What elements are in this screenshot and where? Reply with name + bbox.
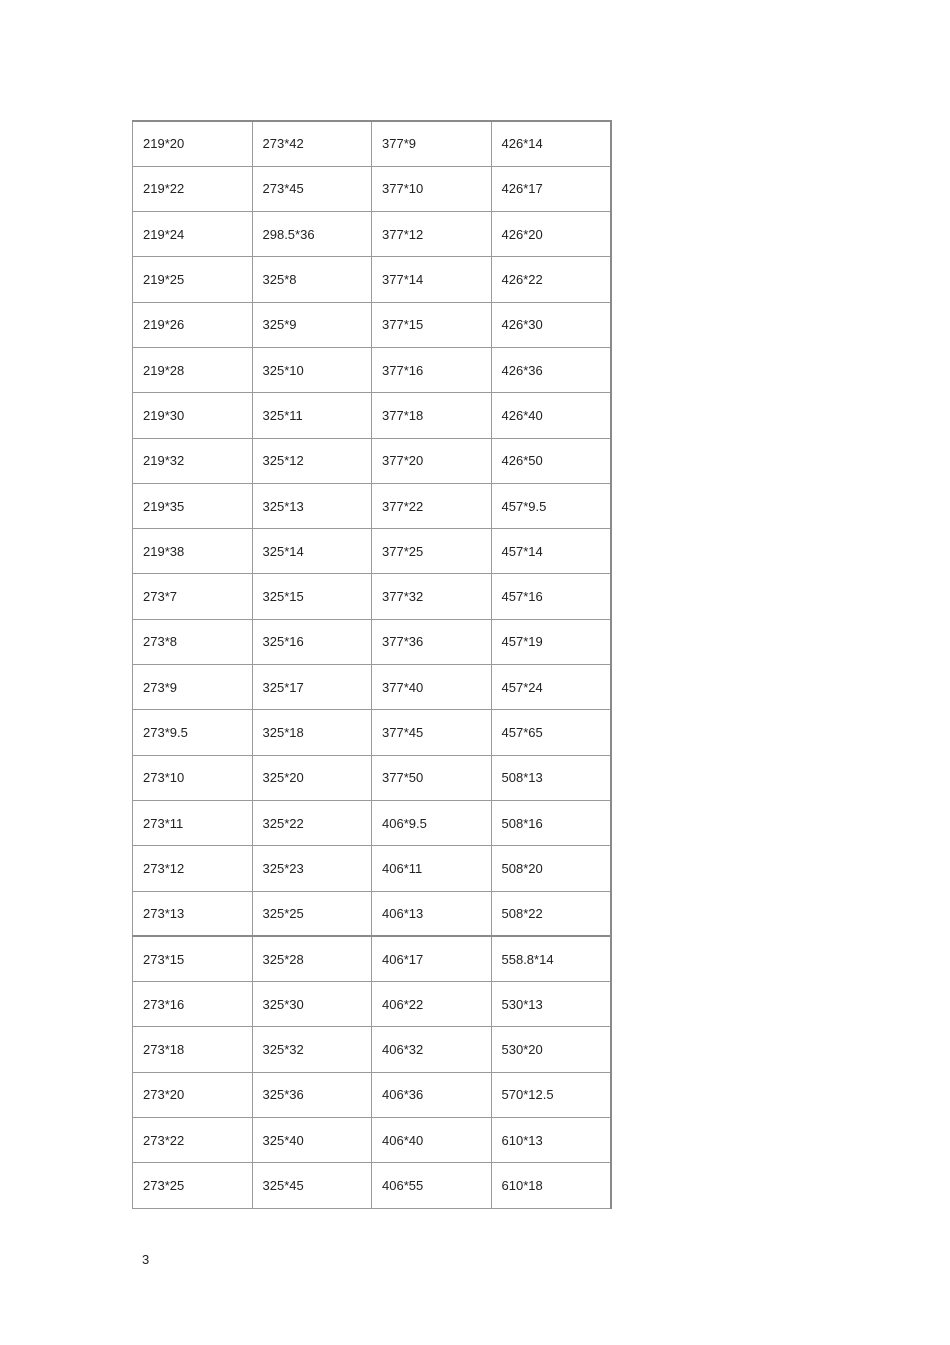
table-cell: 457*9.5 [491,483,611,528]
table-row [133,1027,611,1072]
table-cell: 377*45 [372,710,492,755]
table-cell: 325*36 [252,1072,372,1117]
table-cell: 325*45 [252,1163,372,1208]
table-cell: 508*22 [491,891,611,936]
table-cell: 426*40 [491,393,611,438]
table-row [133,1118,611,1163]
table-cell: 325*9 [252,302,372,347]
table-cell: 273*18 [133,1027,253,1072]
table-cell: 325*32 [252,1027,372,1072]
table-row [133,438,611,483]
table-cell: 508*20 [491,846,611,891]
table-cell: 219*28 [133,347,253,392]
table-cell: 406*13 [372,891,492,936]
table-cell: 377*18 [372,393,492,438]
table-cell: 426*14 [491,121,611,166]
table-row [133,665,611,710]
table-cell: 219*20 [133,121,253,166]
table-cell: 406*32 [372,1027,492,1072]
table-cell: 426*50 [491,438,611,483]
table-cell: 273*12 [133,846,253,891]
table-cell: 426*30 [491,302,611,347]
table-cell: 426*17 [491,166,611,211]
table-row [133,800,611,845]
table-row [133,166,611,211]
table-cell: 325*14 [252,529,372,574]
table-cell: 377*36 [372,619,492,664]
table-cell: 325*16 [252,619,372,664]
table-cell: 219*26 [133,302,253,347]
table-cell: 325*20 [252,755,372,800]
table-row [133,891,611,936]
table-cell: 426*22 [491,257,611,302]
table-cell: 325*10 [252,347,372,392]
table-row [133,393,611,438]
table-cell: 273*11 [133,800,253,845]
table-cell: 610*13 [491,1118,611,1163]
table-row [133,982,611,1027]
table-cell: 219*24 [133,212,253,257]
table-row [133,347,611,392]
table-cell: 219*38 [133,529,253,574]
table-cell: 406*11 [372,846,492,891]
pipe-size-table-body [133,121,611,1208]
table-cell: 406*40 [372,1118,492,1163]
table-cell: 377*22 [372,483,492,528]
table-cell: 273*22 [133,1118,253,1163]
table-cell: 530*20 [491,1027,611,1072]
table-cell: 219*35 [133,483,253,528]
table-cell: 610*18 [491,1163,611,1208]
table-cell: 273*9 [133,665,253,710]
table-cell: 325*40 [252,1118,372,1163]
table-row [133,619,611,664]
table-cell: 406*9.5 [372,800,492,845]
table-cell: 273*8 [133,619,253,664]
table-cell: 325*30 [252,982,372,1027]
table-row [133,121,611,166]
table-cell: 406*36 [372,1072,492,1117]
table-cell: 377*15 [372,302,492,347]
table-cell: 377*50 [372,755,492,800]
table-cell: 457*14 [491,529,611,574]
table-row [133,755,611,800]
table-cell: 377*40 [372,665,492,710]
table-cell: 298.5*36 [252,212,372,257]
table-cell: 273*9.5 [133,710,253,755]
table-cell: 508*13 [491,755,611,800]
table-cell: 426*36 [491,347,611,392]
table-cell: 325*23 [252,846,372,891]
table-row [133,710,611,755]
table-row [133,257,611,302]
table-cell: 457*16 [491,574,611,619]
table-cell: 377*14 [372,257,492,302]
table-cell: 325*13 [252,483,372,528]
table-cell: 406*17 [372,936,492,981]
table-cell: 273*20 [133,1072,253,1117]
table-row [133,574,611,619]
table-cell: 273*25 [133,1163,253,1208]
table-cell: 457*65 [491,710,611,755]
table-cell: 377*16 [372,347,492,392]
table-cell: 570*12.5 [491,1072,611,1117]
table-cell: 273*10 [133,755,253,800]
table-row [133,302,611,347]
table-cell: 273*45 [252,166,372,211]
table-cell: 530*13 [491,982,611,1027]
table-cell: 426*20 [491,212,611,257]
table-cell: 325*25 [252,891,372,936]
table-cell: 377*12 [372,212,492,257]
table-row [133,529,611,574]
table-cell: 377*9 [372,121,492,166]
table-row [133,483,611,528]
table-cell: 377*25 [372,529,492,574]
table-cell: 325*18 [252,710,372,755]
table-cell: 325*22 [252,800,372,845]
table-cell: 219*22 [133,166,253,211]
table-cell: 273*16 [133,982,253,1027]
pipe-size-table [132,120,612,1209]
table-cell: 325*28 [252,936,372,981]
table-cell: 273*42 [252,121,372,166]
table-cell: 508*16 [491,800,611,845]
page-number: 3 [142,1252,150,1267]
table-row [133,1163,611,1208]
table-cell: 406*22 [372,982,492,1027]
table-row [133,936,611,981]
table-cell: 325*11 [252,393,372,438]
table-cell: 325*15 [252,574,372,619]
table-cell: 457*19 [491,619,611,664]
table-cell: 377*10 [372,166,492,211]
table-cell: 325*17 [252,665,372,710]
table-cell: 273*15 [133,936,253,981]
table-row [133,212,611,257]
table-cell: 325*8 [252,257,372,302]
table-cell: 457*24 [491,665,611,710]
table-cell: 219*32 [133,438,253,483]
table-cell: 219*30 [133,393,253,438]
table-cell: 377*20 [372,438,492,483]
table-cell: 219*25 [133,257,253,302]
table-row [133,1072,611,1117]
table-row [133,846,611,891]
table-cell: 273*13 [133,891,253,936]
table-cell: 273*7 [133,574,253,619]
table-cell: 377*32 [372,574,492,619]
table-cell: 325*12 [252,438,372,483]
table-cell: 558.8*14 [491,936,611,981]
table-cell: 406*55 [372,1163,492,1208]
